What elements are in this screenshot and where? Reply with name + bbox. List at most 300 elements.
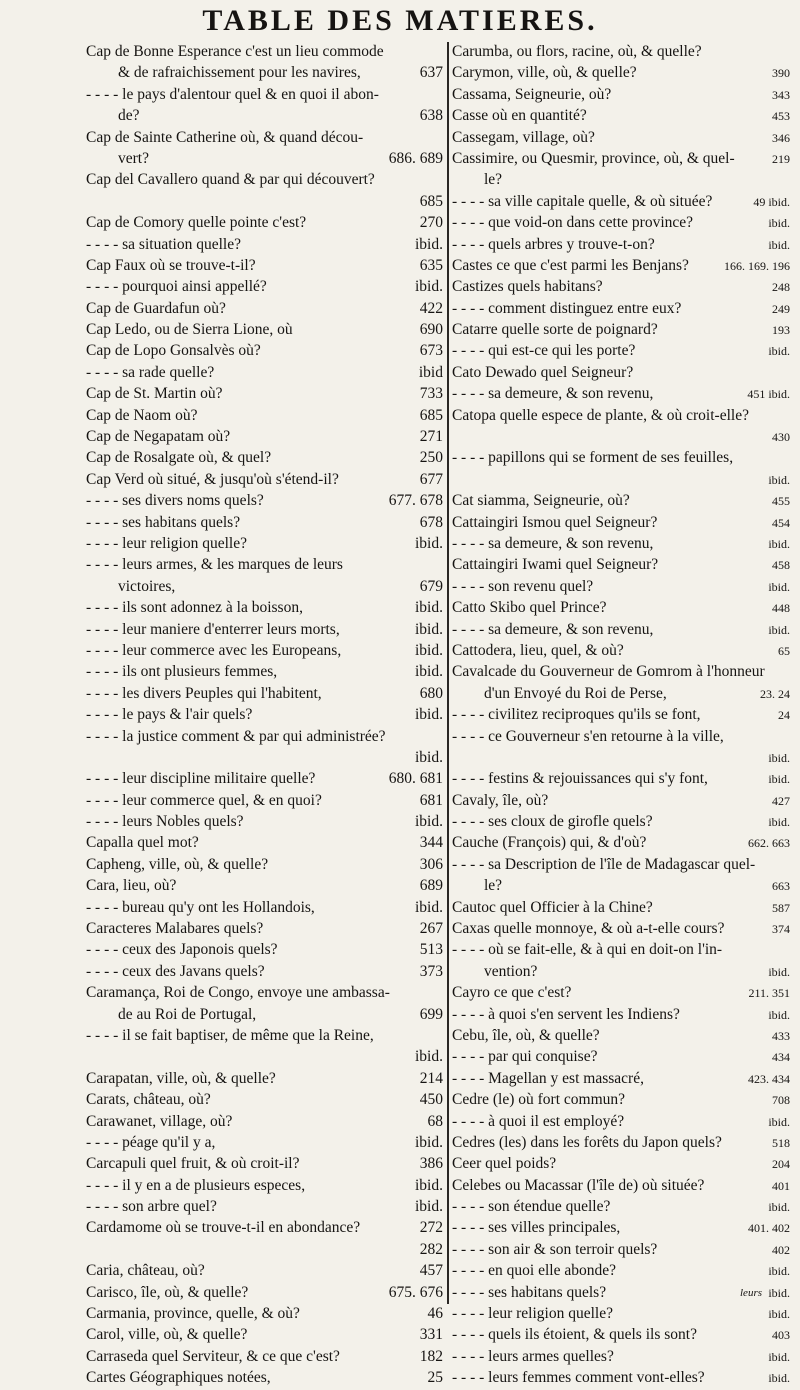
index-entry: [86, 42, 443, 63]
index-entry: [452, 812, 790, 833]
entry-page: ibid.: [415, 1198, 443, 1216]
index-entry: [86, 791, 443, 812]
entry-text: Cap del Cavallero quand & par qui découvert?: [86, 171, 375, 189]
entry-page: ibid.: [768, 1349, 790, 1364]
entry-text: Cattaingiri Ismou quel Seigneur?: [452, 513, 658, 531]
entry-text: Carmania, province, quelle, & où?: [86, 1305, 300, 1323]
index-entry: [452, 769, 790, 790]
entry-page: ibid.: [415, 898, 443, 916]
entry-text: - - - - leurs femmes comment vont-elles?: [452, 1369, 705, 1387]
entry-text: Cap Faux où se trouve-t-il?: [86, 256, 256, 274]
index-entry: [452, 1347, 790, 1368]
index-entry: [86, 555, 443, 576]
index-entry: [452, 427, 790, 448]
index-entry: [452, 491, 790, 512]
entry-text: Cap de Rosalgate où, & quel?: [86, 449, 272, 467]
entry-page: 673: [419, 342, 443, 360]
index-entry: [86, 470, 443, 491]
index-entry: [452, 1154, 790, 1175]
entry-text: - - - - sa Description de l'île de Madagascar quel-: [452, 855, 756, 873]
entry-text: Carraseda quel Serviteur, & ce que c'est?: [86, 1347, 340, 1365]
entry-page: 453: [772, 109, 790, 124]
entry-text: - - - - le pays & l'air quels?: [86, 706, 253, 724]
entry-page: 166. 169. 196: [724, 258, 790, 273]
entry-page: 635: [419, 256, 443, 274]
entry-text: Caxas quelle monnoye, & où a-t-elle cours?: [452, 920, 725, 938]
index-entry: [452, 577, 790, 598]
entry-text: - - - - son air & son terroir quels?: [452, 1240, 658, 1258]
index-entry: [452, 1005, 790, 1026]
entry-text: Caramança, Roi de Congo, envoye une ambassa-: [86, 984, 390, 1002]
entry-text: Ceer quel poids?: [452, 1155, 557, 1173]
index-entry: [452, 1176, 790, 1197]
index-entry: [86, 1218, 443, 1239]
entry-text: - - - - les divers Peuples qui l'habitent,: [86, 684, 322, 702]
entry-page: ibid.: [768, 772, 790, 787]
index-entry: [86, 256, 443, 277]
entry-text: Cedre (le) où fort commun?: [452, 1091, 626, 1109]
entry-text: - - - - leurs armes, & les marques de leurs: [86, 556, 343, 574]
index-entry: [452, 1026, 790, 1047]
entry-text: - - - - la justice comment & par qui administrée?: [86, 727, 386, 745]
entry-text: - - - - ses habitans quels?: [86, 513, 241, 531]
entry-page: 518: [772, 1135, 790, 1150]
entry-text: Cebu, île, où, & quelle?: [452, 1026, 600, 1044]
entry-page: 23. 24: [760, 686, 790, 701]
index-entry: [452, 662, 790, 683]
index-entry: [86, 235, 443, 256]
index-entry: [452, 170, 790, 191]
index-entry: [452, 1112, 790, 1133]
entry-text: d'un Envoyé du Roi de Perse,: [484, 684, 667, 702]
entry-text: - - - - son arbre quel?: [86, 1198, 217, 1216]
entry-text: le?: [484, 877, 503, 895]
entry-page: 685: [419, 406, 443, 424]
index-entry: [86, 277, 443, 298]
entry-text: Cautoc quel Officier à la Chine?: [452, 898, 653, 916]
index-entry: [452, 598, 790, 619]
entry-page: 686. 689: [388, 149, 443, 167]
index-entry: [86, 598, 443, 619]
entry-page: ibid.: [768, 472, 790, 487]
index-entry: [452, 384, 790, 405]
entry-page: ibid.: [415, 534, 443, 552]
entry-page: 434: [772, 1050, 790, 1065]
entry-page: ibid.: [768, 1114, 790, 1129]
entry-text: - - - - leur religion quelle?: [86, 534, 247, 552]
entry-page: 401: [772, 1178, 790, 1193]
index-entry: [452, 833, 790, 854]
entry-text: vention?: [484, 962, 538, 980]
entry-page: 662. 663: [748, 836, 790, 851]
entry-page: ibid.: [415, 1133, 443, 1151]
entry-text: - - - - ils ont plusieurs femmes,: [86, 663, 278, 681]
entry-text: - - - - bureau qu'y ont les Hollandois,: [86, 898, 315, 916]
entry-page: ibid.: [768, 622, 790, 637]
index-entry: [452, 1133, 790, 1154]
entry-text: Cavalcade du Gouverneur de Gomrom à l'honneur: [452, 663, 765, 681]
index-entry: [86, 1112, 443, 1133]
index-entry: [86, 320, 443, 341]
entry-page: 427: [772, 793, 790, 808]
index-entry: [86, 534, 443, 555]
entry-page: ibid.: [415, 620, 443, 638]
entry-text: - - - - comment distinguez entre eux?: [452, 299, 682, 317]
index-entry: [86, 128, 443, 149]
entry-page: 679: [419, 577, 443, 595]
index-entry: [86, 491, 443, 512]
index-entry: [86, 962, 443, 983]
entry-text: & de rafraichissement pour les navires,: [118, 64, 361, 82]
entry-text: - - - - festins & rejouissances qui s'y font,: [452, 770, 708, 788]
index-entry: [452, 1069, 790, 1090]
entry-page: 386: [419, 1155, 443, 1173]
entry-text: Cap de Lopo Gonsalvès où?: [86, 342, 261, 360]
index-entry: [86, 513, 443, 534]
entry-text: - - - - leurs Nobles quels?: [86, 813, 244, 831]
entry-text: Catarre quelle sorte de poignard?: [452, 321, 658, 339]
entry-text: Cap de Bonne Esperance c'est un lieu commode: [86, 43, 384, 60]
index-entry: [86, 341, 443, 362]
entry-text: Catopa quelle espece de plante, & où croit-elle?: [452, 406, 749, 424]
index-entry: [452, 277, 790, 298]
entry-page: ibid.: [415, 278, 443, 296]
entry-page: ibid.: [768, 344, 790, 359]
entry-text: - - - - par qui conquise?: [452, 1048, 598, 1066]
entry-page: ibid.: [415, 599, 443, 617]
entry-text: - - - - qui est-ce qui les porte?: [452, 342, 636, 360]
index-entry: [86, 833, 443, 854]
entry-page: 193: [772, 323, 790, 338]
entry-text: - - - - ses divers noms quels?: [86, 492, 264, 510]
entry-page: 25: [427, 1369, 443, 1387]
index-entry: [86, 1240, 443, 1261]
entry-text: Cattaingiri Iwami quel Seigneur?: [452, 556, 659, 574]
entry-page: 699: [419, 1005, 443, 1023]
index-entry: [452, 128, 790, 149]
entry-text: - - - - Magellan y est massacré,: [452, 1069, 644, 1087]
entry-page: 448: [772, 601, 790, 616]
entry-page: 733: [419, 385, 443, 403]
index-entry: [86, 1026, 443, 1047]
entry-text: Caria, château, où?: [86, 1262, 205, 1280]
entry-page: 250: [419, 449, 443, 467]
index-entry: [452, 620, 790, 641]
entry-text: Capalla quel mot?: [86, 834, 199, 852]
entry-text: Cara, lieu, où?: [86, 877, 177, 895]
entry-page: 344: [419, 834, 443, 852]
entry-text: Castes ce que c'est parmi les Benjans?: [452, 256, 689, 274]
index-entry: [452, 1240, 790, 1261]
entry-text: - - - - sa demeure, & son revenu,: [452, 385, 654, 403]
entry-text: - - - - ceux des Japonois quels?: [86, 941, 278, 959]
entry-text: - - - - quels ils étoient, & quels ils sont?: [452, 1326, 697, 1344]
right-column: [452, 42, 790, 1390]
entry-page: ibid.: [768, 1200, 790, 1215]
entry-page: ibid.: [768, 1307, 790, 1322]
entry-text: - - - - quels arbres y trouve-t-on?: [452, 235, 655, 253]
entry-text: - - - - il y en a de plusieurs especes,: [86, 1176, 306, 1194]
index-entry: [86, 85, 443, 106]
index-entry: [86, 149, 443, 170]
entry-page: 680. 681: [388, 770, 443, 788]
index-entry: [452, 1304, 790, 1325]
index-entry: [86, 705, 443, 726]
entry-page: 214: [419, 1069, 443, 1087]
entry-text: Cardamome où se trouve-t-il en abondance?: [86, 1219, 361, 1237]
entry-text: Cauche (François) qui, & d'où?: [452, 834, 647, 852]
index-entry: [86, 448, 443, 469]
entry-page: ibid.: [415, 748, 443, 766]
index-entry: [86, 940, 443, 961]
entry-page: 689: [419, 877, 443, 895]
entry-page: 68: [427, 1112, 443, 1130]
entry-text: de?: [118, 107, 140, 125]
entry-page: 455: [772, 494, 790, 509]
entry-text: - - - - son revenu quel?: [452, 577, 594, 595]
index-entry: [452, 641, 790, 662]
index-entry: [452, 85, 790, 106]
entry-page: 346: [772, 130, 790, 145]
index-entry: [452, 149, 790, 170]
index-entry: [86, 1304, 443, 1325]
entry-text: - - - - à quoi s'en servent les Indiens?: [452, 1005, 680, 1023]
index-entry: [86, 1347, 443, 1368]
index-entry: [86, 1176, 443, 1197]
entry-page: ibid.: [415, 235, 443, 253]
entry-page: ibid.: [415, 813, 443, 831]
index-entry: [86, 1368, 443, 1389]
entry-text: Cap de Sainte Catherine où, & quand décou-: [86, 128, 364, 146]
entry-text: - - - - ils sont adonnez à la boisson,: [86, 599, 303, 617]
entry-text: Cat siamma, Seigneurie, où?: [452, 492, 630, 510]
index-entry: [86, 1047, 443, 1068]
entry-text: Castizes quels habitans?: [452, 278, 603, 296]
entry-page: 219: [772, 151, 790, 166]
entry-page: 451 ibid.: [747, 387, 790, 402]
index-entry: [452, 705, 790, 726]
entry-text: Cayro ce que c'est?: [452, 984, 572, 1002]
entry-page: ibid.: [768, 1007, 790, 1022]
entry-text: de au Roi de Portugal,: [118, 1005, 257, 1023]
entry-text: vert?: [118, 149, 149, 167]
index-entry: [452, 513, 790, 534]
entry-text: Casse où en quantité?: [452, 107, 587, 125]
index-entry: [452, 320, 790, 341]
index-entry: [452, 1090, 790, 1111]
entry-text: Cedres (les) dans les forêts du Japon quels?: [452, 1133, 722, 1151]
index-entry: [452, 470, 790, 491]
index-entry: [452, 213, 790, 234]
entry-text: - - - - sa situation quelle?: [86, 235, 241, 253]
entry-text: - - - - ses villes principales,: [452, 1219, 621, 1237]
index-entry: [452, 63, 790, 84]
entry-page: ibid.: [768, 1285, 790, 1300]
entry-text: - - - - leur commerce quel, & en quoi?: [86, 791, 322, 809]
entry-page: 390: [772, 66, 790, 81]
index-entry: [86, 1325, 443, 1346]
entry-page: 267: [419, 920, 443, 938]
index-entry: [452, 341, 790, 362]
index-entry: [452, 1197, 790, 1218]
index-entry: [86, 919, 443, 940]
entry-page: 675. 676: [388, 1283, 443, 1301]
index-entry: [86, 427, 443, 448]
index-entry: [452, 106, 790, 127]
entry-page: 204: [772, 1157, 790, 1172]
entry-page: ibid.: [415, 663, 443, 681]
entry-page: 49 ibid.: [753, 194, 790, 209]
index-entry: [86, 812, 443, 833]
entry-page: ibid.: [415, 1176, 443, 1194]
index-entry: [86, 983, 443, 1004]
index-entry: [86, 384, 443, 405]
entry-page: 46: [427, 1305, 443, 1323]
entry-text: Carapatan, ville, où, & quelle?: [86, 1069, 276, 1087]
index-entry: [86, 299, 443, 320]
entry-text: Cartes Géographiques notées,: [86, 1369, 271, 1387]
index-entry: [86, 63, 443, 84]
entry-page: ibid.: [768, 750, 790, 765]
index-entry: [86, 170, 443, 191]
entry-text: - - - - sa demeure, & son revenu,: [452, 534, 654, 552]
entry-text: Cap de Negapatam où?: [86, 428, 231, 446]
entry-page: 271: [419, 428, 443, 446]
entry-page: ibid.: [415, 641, 443, 659]
index-entry: [452, 898, 790, 919]
index-entry: [452, 406, 790, 427]
entry-page: 663: [772, 879, 790, 894]
entry-text: - - - - leur discipline militaire quelle?: [86, 770, 316, 788]
entry-page: 454: [772, 515, 790, 530]
entry-page: 450: [419, 1091, 443, 1109]
index-entry: [452, 42, 790, 63]
index-entry: [86, 1283, 443, 1304]
entry-text: Cavaly, île, où?: [452, 791, 549, 809]
entry-page: 24: [778, 708, 790, 723]
entry-text: Celebes ou Macassar (l'île de) où située?: [452, 1176, 705, 1194]
index-entry: [452, 727, 790, 748]
entry-page: ibid.: [768, 964, 790, 979]
index-entry: [86, 748, 443, 769]
entry-page: ibid.: [768, 1264, 790, 1279]
index-entry: [86, 192, 443, 213]
entry-text: Cap de Naom où?: [86, 406, 198, 424]
index-entry: [452, 534, 790, 555]
entry-text: - - - - en quoi elle abonde?: [452, 1262, 616, 1280]
entry-page: 638: [419, 107, 443, 125]
entry-text: Cattodera, lieu, quel, & où?: [452, 641, 624, 659]
entry-page: 65: [778, 643, 790, 658]
entry-page: 587: [772, 900, 790, 915]
entry-text: - - - - leur religion quelle?: [452, 1305, 613, 1323]
entry-page: 685: [419, 192, 443, 210]
entry-text: Carumba, ou flors, racine, où, & quelle?: [452, 43, 702, 60]
column-divider: [447, 42, 449, 1304]
index-entry: [86, 1261, 443, 1282]
entry-page: 708: [772, 1093, 790, 1108]
entry-page: 282: [419, 1240, 443, 1258]
entry-text: - - - - ceux des Javans quels?: [86, 962, 265, 980]
entry-text: Caracteres Malabares quels?: [86, 920, 264, 938]
index-entry: [86, 1069, 443, 1090]
entry-page: ibid.: [768, 237, 790, 252]
entry-text: Carcapuli quel fruit, & où croit-il?: [86, 1155, 300, 1173]
entry-page: 430: [772, 430, 790, 445]
index-entry: [86, 876, 443, 897]
entry-page: ibid.: [768, 536, 790, 551]
entry-page: 402: [772, 1242, 790, 1257]
index-entry: [86, 106, 443, 127]
index-entry: [452, 1218, 790, 1239]
index-entry: [452, 919, 790, 940]
entry-text: Cato Dewado quel Seigneur?: [452, 363, 634, 381]
index-entry: [86, 620, 443, 641]
index-entry: [452, 1325, 790, 1346]
entry-text: - - - - ce Gouverneur s'en retourne à la ville,: [452, 727, 724, 745]
index-entry: [452, 299, 790, 320]
entry-text: - - - - sa rade quelle?: [86, 363, 215, 381]
entry-page: 272: [419, 1219, 443, 1237]
entry-text: Cap de St. Martin où?: [86, 385, 223, 403]
entry-page: ibid.: [415, 1048, 443, 1066]
index-entry: [452, 855, 790, 876]
entry-page: 373: [419, 962, 443, 980]
entry-page: 681: [419, 791, 443, 809]
entry-page: 249: [772, 301, 790, 316]
entry-page: 433: [772, 1028, 790, 1043]
entry-text: le?: [484, 171, 503, 189]
index-entry: [86, 684, 443, 705]
entry-text: Cassama, Seigneurie, où?: [452, 85, 612, 103]
entry-text: - - - - que void-on dans cette province?: [452, 214, 694, 232]
entry-page: 637: [419, 64, 443, 82]
index-entry: [86, 406, 443, 427]
index-entry: [452, 876, 790, 897]
index-entry: [452, 363, 790, 384]
catchword: leurs: [740, 1287, 762, 1299]
entry-page: 457: [419, 1262, 443, 1280]
index-entry: [452, 448, 790, 469]
entry-text: - - - - leurs armes quelles?: [452, 1347, 614, 1365]
entry-text: - - - - le pays d'alentour quel & en quoi il abon-: [86, 85, 379, 103]
index-entry: [86, 1090, 443, 1111]
entry-text: Carisco, île, où, & quelle?: [86, 1283, 249, 1301]
entry-page: 331: [419, 1326, 443, 1344]
entry-page: 182: [419, 1347, 443, 1365]
entry-page: 401. 402: [748, 1221, 790, 1236]
entry-page: 306: [419, 855, 443, 873]
index-entry: [452, 962, 790, 983]
entry-page: 423. 434: [748, 1071, 790, 1086]
index-entry: [86, 641, 443, 662]
entry-text: Carawanet, village, où?: [86, 1112, 233, 1130]
index-entry: [452, 983, 790, 1004]
index-entry: [452, 192, 790, 213]
entry-text: Cassimire, ou Quesmir, province, où, & quel-: [452, 149, 735, 167]
index-entry: [452, 256, 790, 277]
entry-text: Cap Ledo, ou de Sierra Lione, où: [86, 321, 293, 339]
entry-text: Cassegam, village, où?: [452, 128, 595, 146]
entry-text: - - - - pourquoi ainsi appellé?: [86, 278, 267, 296]
entry-text: Cap de Guardafun où?: [86, 299, 226, 317]
entry-text: - - - - civilitez reciproques qu'ils se font,: [452, 706, 701, 724]
entry-text: Capheng, ville, où, & quelle?: [86, 855, 269, 873]
index-entry: [452, 748, 790, 769]
entry-page: ibid.: [415, 706, 443, 724]
index-entry: [86, 1133, 443, 1154]
entry-page: 270: [419, 214, 443, 232]
